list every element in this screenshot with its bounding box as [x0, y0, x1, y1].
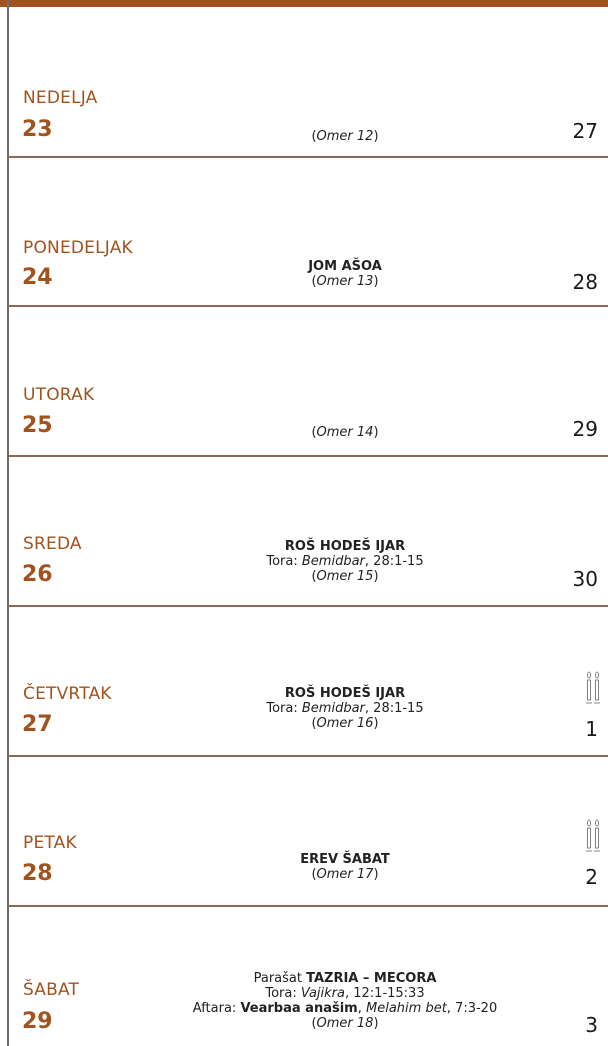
day-details: [150, 971, 540, 1031]
day-details: [150, 259, 540, 289]
holiday-title: ROŠ HODEŠ IJAR: [284, 539, 406, 554]
hebrew-date: 29: [572, 417, 598, 441]
candles-icon: [585, 819, 601, 855]
hebrew-date: 27: [572, 119, 598, 143]
omer-line: (Omer 15): [311, 569, 379, 584]
day-number: 28: [22, 861, 53, 886]
day-details: [150, 539, 540, 584]
day-number: 26: [22, 562, 53, 587]
day-number: 24: [22, 265, 53, 290]
day-row-cetvrtak: [0, 607, 608, 757]
day-details: [150, 852, 540, 882]
tora-line: Tora: Bemidbar, 28:1-15: [266, 554, 424, 569]
tora-line: Tora: Vajikra, 12:1-15:33: [265, 986, 425, 1001]
omer-line: (Omer 16): [311, 716, 379, 731]
day-number: 25: [22, 413, 53, 438]
day-name: SREDA: [23, 534, 82, 554]
hebrew-date: 2: [585, 865, 598, 889]
day-name: UTORAK: [23, 385, 95, 405]
top-bar: [0, 0, 608, 7]
day-name: ČETVRTAK: [23, 684, 112, 704]
day-details: [150, 129, 540, 144]
day-row-sreda: [0, 457, 608, 607]
day-row-utorak: [0, 307, 608, 457]
day-row-petak: [0, 757, 608, 907]
omer-line: (Omer 13): [311, 274, 379, 289]
hebrew-date: 30: [572, 567, 598, 591]
day-number: 27: [22, 712, 53, 737]
hebrew-date: 3: [585, 1013, 598, 1037]
day-details: [150, 425, 540, 440]
holiday-title: JOM AŠOA: [308, 259, 382, 274]
day-row-sabat: [0, 907, 608, 1046]
day-row-nedelja: [0, 7, 608, 158]
candles-icon: [585, 671, 601, 707]
omer-line: (Omer 17): [311, 867, 379, 882]
day-name: PONEDELJAK: [23, 238, 133, 258]
hebrew-date: 28: [572, 270, 598, 294]
aftara-line: Aftara: Vearbaa anašim, Melahim bet, 7:3-20: [192, 1001, 498, 1016]
day-name: ŠABAT: [23, 980, 80, 1000]
day-details: [150, 686, 540, 731]
tora-line: Tora: Bemidbar, 28:1-15: [266, 701, 424, 716]
holiday-title: ROŠ HODEŠ IJAR: [284, 686, 406, 701]
day-number: 29: [22, 1009, 53, 1034]
hebrew-date: 1: [585, 717, 598, 741]
day-number: 23: [22, 117, 53, 142]
day-name: PETAK: [23, 833, 77, 853]
day-name: NEDELJA: [23, 88, 98, 108]
omer-line: (Omer 12): [311, 129, 379, 144]
omer-line: (Omer 18): [311, 1016, 379, 1031]
parasat-line: Parašat TAZRIA – MECORA: [253, 971, 437, 986]
omer-line: (Omer 14): [311, 425, 379, 440]
holiday-title: EREV ŠABAT: [300, 852, 390, 867]
day-row-ponedeljak: [0, 158, 608, 307]
